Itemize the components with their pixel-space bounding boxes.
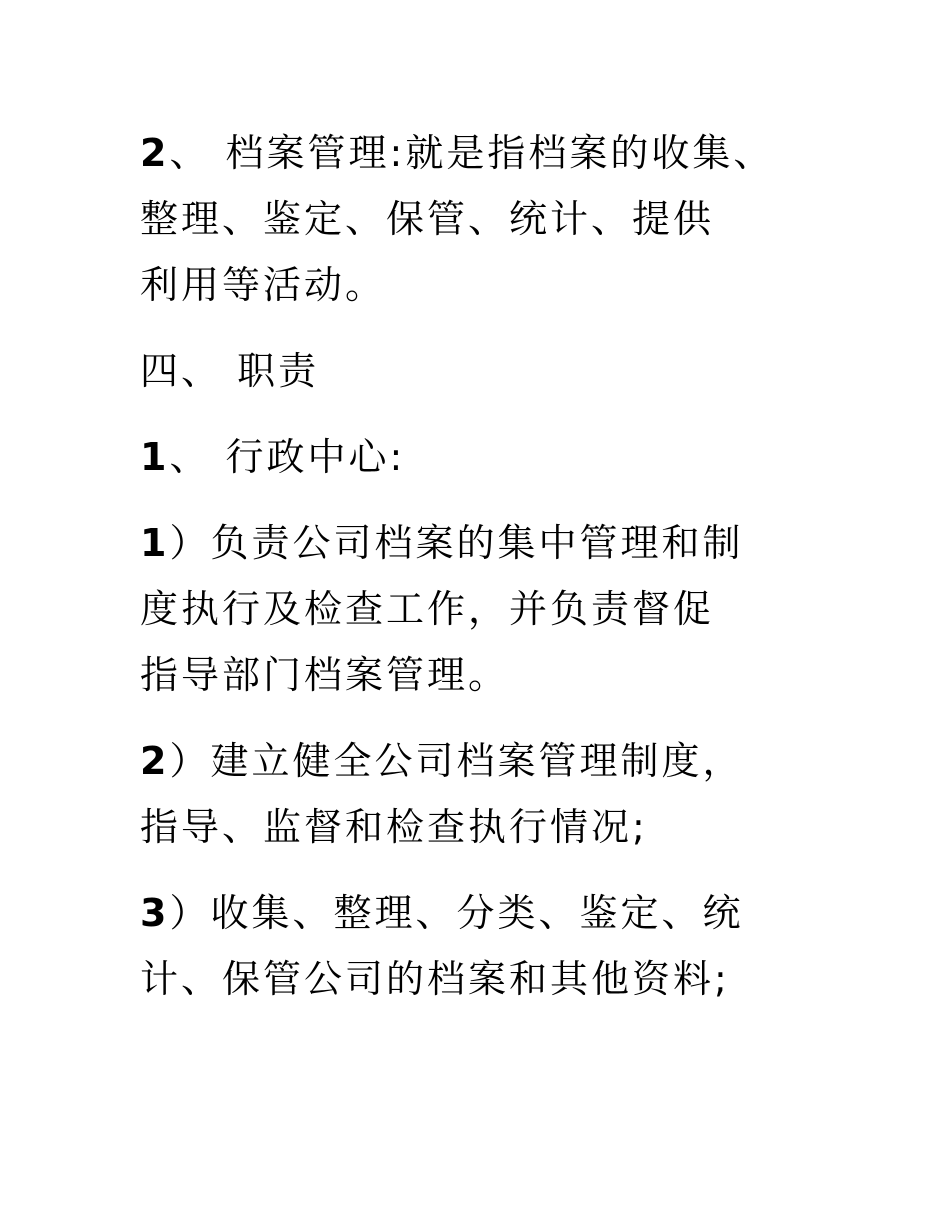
item-number: 2 [140, 739, 170, 783]
text-line: 度执行及检查工作，并负责督促 [140, 587, 715, 631]
paragraph-duty-1 [140, 510, 820, 708]
text-line [140, 510, 820, 576]
line-text: ）建立健全公司档案管理制度， [169, 739, 744, 783]
text-line: 指导、监督和检查执行情况; [140, 805, 648, 849]
paragraph-item-1 [140, 424, 820, 490]
text-line: 整理、鉴定、保管、统计、提供 [140, 197, 715, 241]
paragraph-duty-2 [140, 728, 820, 860]
text-line: 指导部门档案管理。 [140, 653, 510, 697]
paragraph-duty-3 [140, 880, 820, 1012]
text-line [140, 728, 820, 794]
text-line [140, 120, 820, 186]
line-text: 、 档案管理:就是指档案的收集、 [169, 131, 775, 175]
document-page [140, 120, 820, 1012]
text-line: 计、保管公司的档案和其他资料; [140, 957, 730, 1001]
paragraph-definition-2 [140, 120, 820, 318]
item-number: 1 [140, 521, 170, 565]
item-number: 3 [140, 891, 170, 935]
section-heading-4 [140, 338, 820, 404]
heading-text: 四、 职责 [140, 349, 320, 393]
text-line [140, 880, 820, 946]
text-line [140, 424, 820, 490]
item-number: 1 [140, 435, 170, 479]
text-line: 利用等活动。 [140, 263, 387, 307]
line-text: 、 行政中心: [169, 435, 406, 479]
line-text: ）负责公司档案的集中管理和制 [169, 521, 744, 565]
item-number: 2 [140, 131, 170, 175]
line-text: ）收集、整理、分类、鉴定、统 [169, 891, 744, 935]
